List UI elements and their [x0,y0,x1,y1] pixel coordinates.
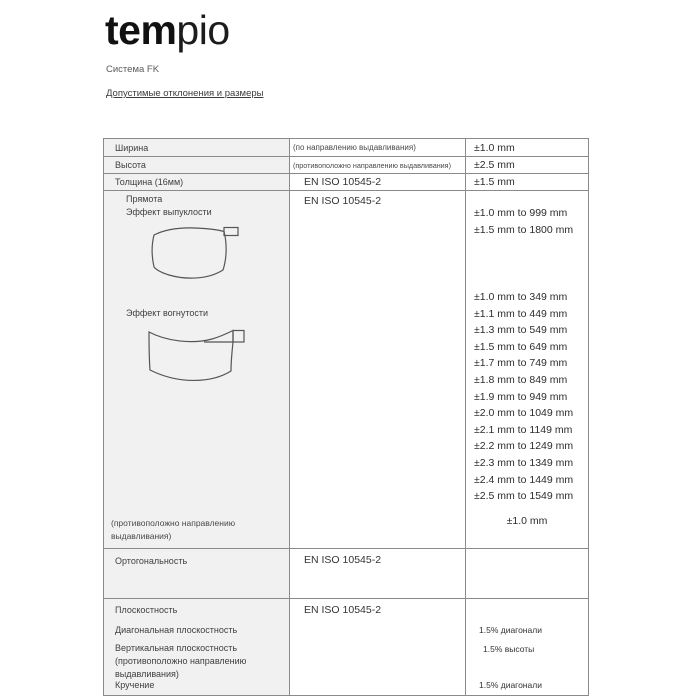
table-row-thickness [104,173,588,190]
row-value: ±2.5 mm [474,159,515,171]
system-subtitle: Система FK [106,64,160,75]
tempio-logo [105,6,230,54]
opposite-direction-label: (противоположно направлению выдавливания) [111,518,236,541]
convex-effect-label: Эффект выпуклости [126,207,212,217]
row-value: ±1.0 mm [474,141,515,154]
logo-light-part: pio [176,7,230,53]
concave-tile-diagram [144,328,246,388]
flatness-method: EN ISO 10545-2 [304,604,382,616]
row-method: EN ISO 10545-2 [304,176,382,188]
orthogonality-label: Ортогональность [115,556,188,566]
torsion-label: Кручение [115,680,155,690]
row-label: Высота [115,160,146,170]
table-row-width [104,139,588,156]
flatness-label: Плоскостность [115,605,178,615]
straightness-method: EN ISO 10545-2 [304,195,382,207]
tolerances-link[interactable]: Допустимые отклонения и размеры [106,88,264,99]
table-row-flatness [104,598,588,695]
opposite-direction-value: ±1.0 mm [506,515,548,527]
diagonal-flatness-value: 1.5% диагонали [479,625,542,635]
vertical-flatness-value: 1.5% высоты [483,644,535,654]
convex-values: ±1.0 mm to 999 mm ±1.5 mm to 1800 mm [474,207,574,236]
table-row-height [104,156,588,173]
row-value: ±1.5 mm [474,176,515,188]
concave-values: ±1.0 mm to 349 mm ±1.1 mm to 449 mm ±1.3 mm to 549 mm ±1.5 mm to 649 mm ±1.7 mm to 749 mm ±1.8 mm to 849 mm ±1.9 mm to 949 mm ±2.0 mm to 1049 mm ±2.1 mm to 1149 mm ±2.2 mm to 1249 mm ±2.3 mm to 1349 mm ±2.4 mm to 1449 mm ±2.5 mm to 1549 mm [474,291,574,503]
diagonal-flatness-label: Диагональная плоскостность [115,625,238,635]
logo-bold-part: tem [105,7,177,53]
convex-tile-diagram [150,225,242,283]
row-method: (по направлению выдавливания) [293,143,416,152]
straightness-label: Прямота [126,194,163,204]
concave-effect-label: Эффект вогнутости [126,308,209,318]
vertical-flatness-label: Вертикальная плоскостность (противоположно направлению выдавливания) [115,643,247,679]
orthogonality-method: EN ISO 10545-2 [304,554,382,566]
torsion-value: 1.5% диагонали [479,680,542,690]
spec-table [103,138,589,696]
table-row-straightness [104,190,588,548]
row-label: Ширина [115,142,149,153]
table-row-orthogonality [104,548,588,598]
row-label: Толщина (16мм) [115,177,184,187]
row-method: (противоположно направлению выдавливания) [293,160,451,170]
